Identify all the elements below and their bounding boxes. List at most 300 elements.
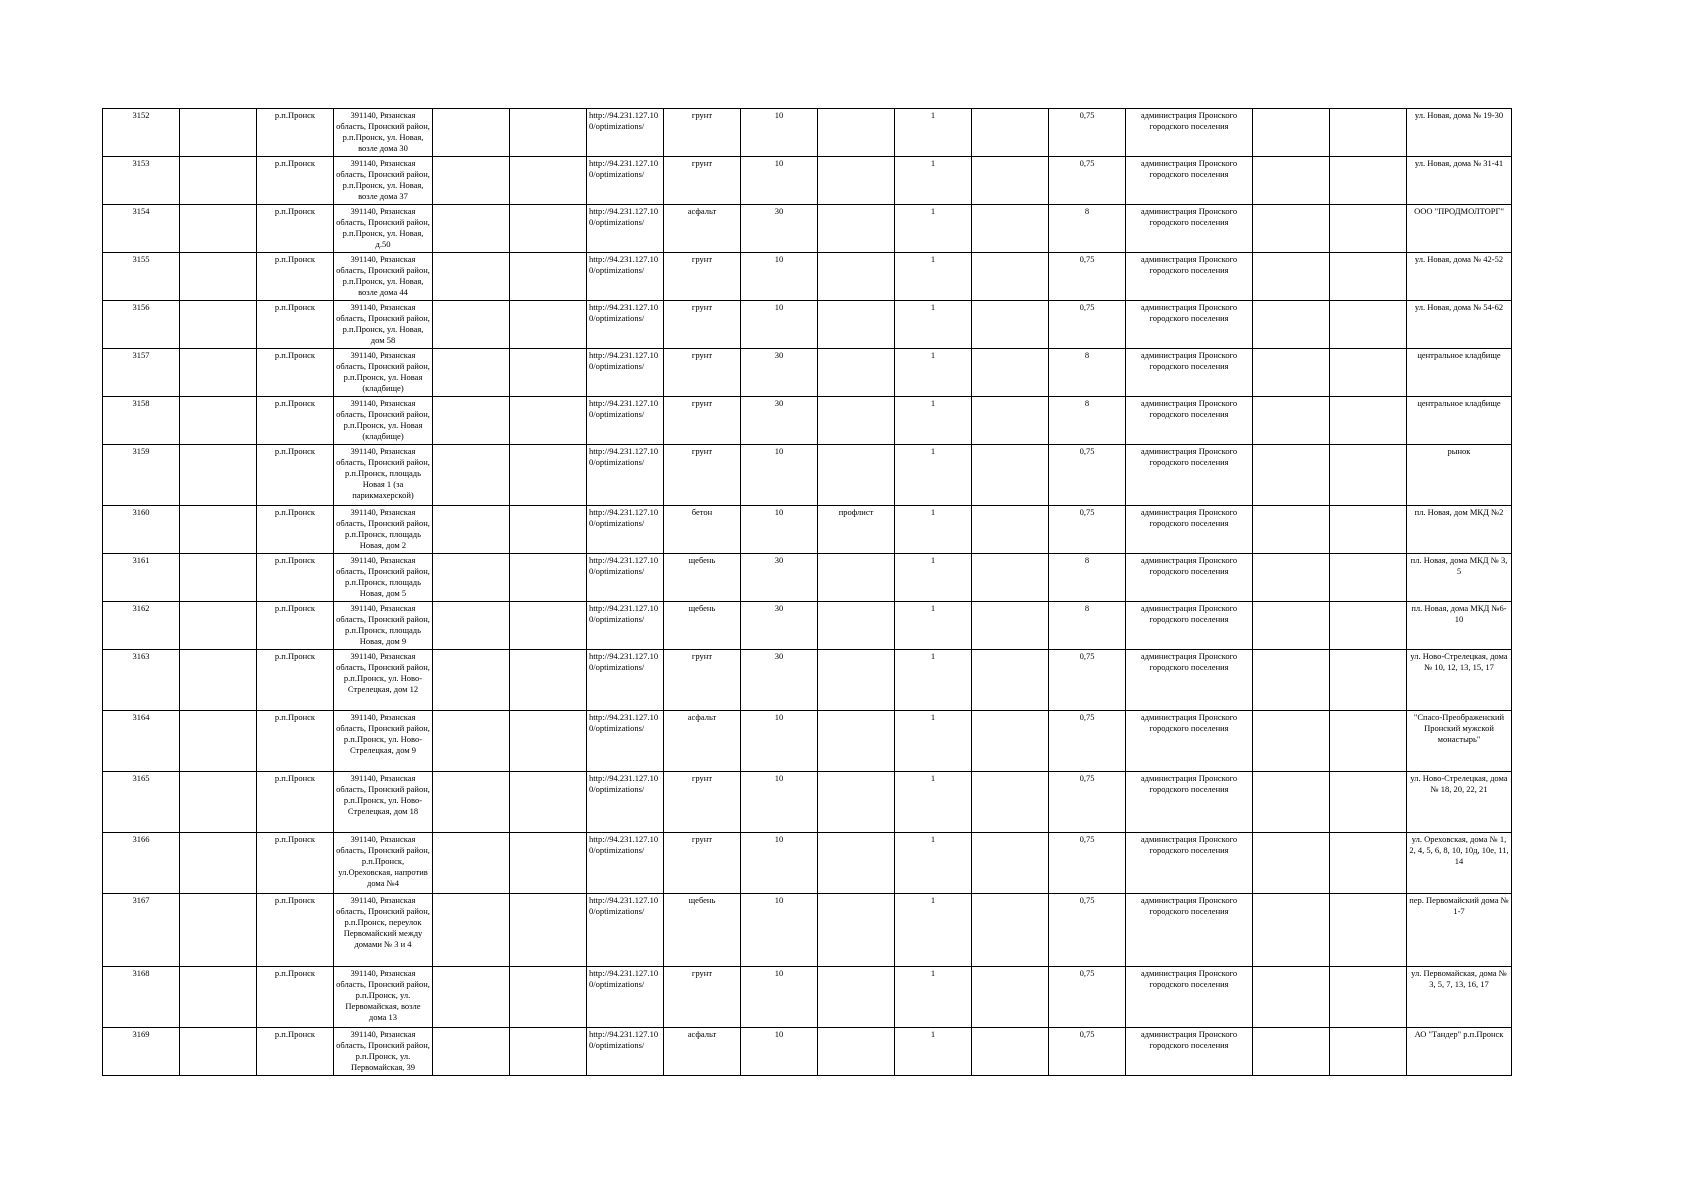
cell-address: 391140, Рязанская область, Пронский район, р.п.Пронск, ул. Новая, возле дома 44 bbox=[334, 253, 433, 301]
cell-locality: р.п.Пронск bbox=[257, 650, 334, 711]
cell-empty bbox=[180, 772, 257, 833]
cell-empty bbox=[1330, 109, 1407, 157]
cell-area: 30 bbox=[741, 602, 818, 650]
cell-containers: 1 bbox=[895, 894, 972, 967]
cell-volume: 0,75 bbox=[1049, 894, 1126, 967]
table-row bbox=[103, 205, 1512, 253]
cell-locality: р.п.Пронск bbox=[257, 205, 334, 253]
cell-address: 391140, Рязанская область, Пронский район, р.п.Пронск, площадь Новая, дом 2 bbox=[334, 506, 433, 554]
cell-surface: щебень bbox=[664, 894, 741, 967]
cell-empty bbox=[433, 711, 510, 772]
cell-empty bbox=[510, 772, 587, 833]
table-row bbox=[103, 650, 1512, 711]
cell-empty bbox=[1253, 833, 1330, 894]
cell-id: 3159 bbox=[103, 445, 180, 506]
cell-empty bbox=[180, 650, 257, 711]
cell-id: 3167 bbox=[103, 894, 180, 967]
cell-surface: грунт bbox=[664, 349, 741, 397]
cell-empty bbox=[1253, 253, 1330, 301]
cell-empty bbox=[1253, 397, 1330, 445]
cell-empty bbox=[972, 445, 1049, 506]
cell-empty bbox=[1253, 650, 1330, 711]
cell-empty bbox=[180, 554, 257, 602]
cell-containers: 1 bbox=[895, 253, 972, 301]
cell-empty bbox=[433, 109, 510, 157]
cell-volume: 0,75 bbox=[1049, 833, 1126, 894]
cell-source: пл. Новая, дома МКД №6-10 bbox=[1407, 602, 1512, 650]
cell-empty bbox=[1330, 833, 1407, 894]
cell-fence bbox=[818, 205, 895, 253]
cell-area: 10 bbox=[741, 967, 818, 1028]
cell-fence: профлист bbox=[818, 506, 895, 554]
cell-empty bbox=[1330, 554, 1407, 602]
cell-fence bbox=[818, 301, 895, 349]
cell-containers: 1 bbox=[895, 109, 972, 157]
cell-empty bbox=[180, 833, 257, 894]
cell-empty bbox=[972, 894, 1049, 967]
cell-containers: 1 bbox=[895, 554, 972, 602]
cell-empty bbox=[510, 397, 587, 445]
cell-empty bbox=[1330, 772, 1407, 833]
cell-empty bbox=[1330, 894, 1407, 967]
cell-empty bbox=[1253, 554, 1330, 602]
cell-empty bbox=[1330, 301, 1407, 349]
cell-empty bbox=[972, 301, 1049, 349]
cell-empty bbox=[433, 554, 510, 602]
cell-source: центральное кладбище bbox=[1407, 349, 1512, 397]
cell-surface: грунт bbox=[664, 967, 741, 1028]
cell-url: http://94.231.127.100/optimizations/ bbox=[587, 894, 664, 967]
cell-empty bbox=[510, 301, 587, 349]
cell-fence bbox=[818, 349, 895, 397]
cell-area: 30 bbox=[741, 205, 818, 253]
cell-empty bbox=[1330, 1028, 1407, 1076]
cell-fence bbox=[818, 772, 895, 833]
cell-empty bbox=[1330, 397, 1407, 445]
cell-source: ул. Первомайская, дома № 3, 5, 7, 13, 16, 17 bbox=[1407, 967, 1512, 1028]
cell-source: пл. Новая, дом МКД №2 bbox=[1407, 506, 1512, 554]
cell-fence bbox=[818, 711, 895, 772]
cell-volume: 0,75 bbox=[1049, 157, 1126, 205]
cell-volume: 0,75 bbox=[1049, 301, 1126, 349]
cell-surface: грунт bbox=[664, 301, 741, 349]
table-row bbox=[103, 397, 1512, 445]
cell-empty bbox=[972, 397, 1049, 445]
table-row bbox=[103, 967, 1512, 1028]
cell-source: центральное кладбище bbox=[1407, 397, 1512, 445]
cell-containers: 1 bbox=[895, 650, 972, 711]
cell-owner: администрация Пронского городского поселения bbox=[1126, 967, 1253, 1028]
cell-source: ул. Новая, дома № 42-52 bbox=[1407, 253, 1512, 301]
cell-volume: 0,75 bbox=[1049, 1028, 1126, 1076]
cell-surface: асфальт bbox=[664, 711, 741, 772]
cell-address: 391140, Рязанская область, Пронский район, р.п.Пронск, ул. Новая, возле дома 37 bbox=[334, 157, 433, 205]
table-row bbox=[103, 711, 1512, 772]
cell-empty bbox=[1330, 205, 1407, 253]
cell-empty bbox=[433, 602, 510, 650]
cell-volume: 0,75 bbox=[1049, 445, 1126, 506]
cell-owner: администрация Пронского городского поселения bbox=[1126, 157, 1253, 205]
cell-containers: 1 bbox=[895, 711, 972, 772]
cell-id: 3163 bbox=[103, 650, 180, 711]
cell-locality: р.п.Пронск bbox=[257, 109, 334, 157]
table-row bbox=[103, 301, 1512, 349]
cell-fence bbox=[818, 602, 895, 650]
cell-url: http://94.231.127.100/optimizations/ bbox=[587, 833, 664, 894]
cell-empty bbox=[180, 349, 257, 397]
cell-empty bbox=[180, 506, 257, 554]
cell-address: 391140, Рязанская область, Пронский район, р.п.Пронск, площадь Новая, дом 9 bbox=[334, 602, 433, 650]
cell-owner: администрация Пронского городского поселения bbox=[1126, 506, 1253, 554]
cell-empty bbox=[433, 253, 510, 301]
cell-containers: 1 bbox=[895, 445, 972, 506]
cell-id: 3154 bbox=[103, 205, 180, 253]
cell-empty bbox=[1330, 506, 1407, 554]
cell-url: http://94.231.127.100/optimizations/ bbox=[587, 157, 664, 205]
cell-surface: грунт bbox=[664, 772, 741, 833]
cell-id: 3169 bbox=[103, 1028, 180, 1076]
cell-empty bbox=[510, 554, 587, 602]
cell-id: 3152 bbox=[103, 109, 180, 157]
cell-empty bbox=[1330, 445, 1407, 506]
cell-owner: администрация Пронского городского поселения bbox=[1126, 772, 1253, 833]
cell-owner: администрация Пронского городского поселения bbox=[1126, 205, 1253, 253]
cell-id: 3160 bbox=[103, 506, 180, 554]
cell-containers: 1 bbox=[895, 772, 972, 833]
cell-owner: администрация Пронского городского поселения bbox=[1126, 445, 1253, 506]
cell-source: пер. Первомайский дома № 1-7 bbox=[1407, 894, 1512, 967]
cell-fence bbox=[818, 894, 895, 967]
cell-volume: 0,75 bbox=[1049, 772, 1126, 833]
cell-address: 391140, Рязанская область, Пронский район, р.п.Пронск, ул. Новая (кладбище) bbox=[334, 349, 433, 397]
cell-address: 391140, Рязанская область, Пронский район, р.п.Пронск, ул. Новая, д.50 bbox=[334, 205, 433, 253]
cell-fence bbox=[818, 554, 895, 602]
cell-empty bbox=[1253, 109, 1330, 157]
cell-owner: администрация Пронского городского поселения bbox=[1126, 833, 1253, 894]
cell-empty bbox=[433, 301, 510, 349]
cell-empty bbox=[180, 894, 257, 967]
table-row bbox=[103, 772, 1512, 833]
cell-address: 391140, Рязанская область, Пронский район, р.п.Пронск, площадь Новая, дом 5 bbox=[334, 554, 433, 602]
cell-address: 391140, Рязанская область, Пронский район, р.п.Пронск, площадь Новая 1 (за парикмахерской) bbox=[334, 445, 433, 506]
cell-area: 10 bbox=[741, 711, 818, 772]
cell-owner: администрация Пронского городского поселения bbox=[1126, 554, 1253, 602]
cell-url: http://94.231.127.100/optimizations/ bbox=[587, 554, 664, 602]
cell-locality: р.п.Пронск bbox=[257, 894, 334, 967]
cell-empty bbox=[972, 157, 1049, 205]
table-row bbox=[103, 506, 1512, 554]
cell-empty bbox=[972, 967, 1049, 1028]
cell-empty bbox=[1253, 1028, 1330, 1076]
cell-empty bbox=[972, 711, 1049, 772]
cell-url: http://94.231.127.100/optimizations/ bbox=[587, 1028, 664, 1076]
cell-owner: администрация Пронского городского поселения bbox=[1126, 109, 1253, 157]
cell-containers: 1 bbox=[895, 205, 972, 253]
cell-locality: р.п.Пронск bbox=[257, 445, 334, 506]
cell-surface: грунт bbox=[664, 157, 741, 205]
cell-address: 391140, Рязанская область, Пронский район, р.п.Пронск, ул. Первомайская, возле дома 13 bbox=[334, 967, 433, 1028]
cell-empty bbox=[180, 253, 257, 301]
cell-empty bbox=[510, 894, 587, 967]
cell-empty bbox=[433, 650, 510, 711]
cell-empty bbox=[180, 397, 257, 445]
cell-owner: администрация Пронского городского поселения bbox=[1126, 602, 1253, 650]
cell-area: 30 bbox=[741, 397, 818, 445]
cell-volume: 0,75 bbox=[1049, 967, 1126, 1028]
cell-empty bbox=[180, 445, 257, 506]
cell-containers: 1 bbox=[895, 397, 972, 445]
cell-containers: 1 bbox=[895, 967, 972, 1028]
cell-area: 10 bbox=[741, 301, 818, 349]
cell-empty bbox=[972, 349, 1049, 397]
cell-locality: р.п.Пронск bbox=[257, 349, 334, 397]
cell-empty bbox=[1330, 602, 1407, 650]
cell-empty bbox=[1253, 445, 1330, 506]
cell-empty bbox=[433, 1028, 510, 1076]
cell-empty bbox=[1330, 349, 1407, 397]
cell-empty bbox=[433, 205, 510, 253]
cell-url: http://94.231.127.100/optimizations/ bbox=[587, 397, 664, 445]
cell-empty bbox=[1253, 349, 1330, 397]
cell-volume: 8 bbox=[1049, 205, 1126, 253]
cell-id: 3166 bbox=[103, 833, 180, 894]
cell-locality: р.п.Пронск bbox=[257, 554, 334, 602]
cell-area: 30 bbox=[741, 349, 818, 397]
cell-surface: щебень bbox=[664, 602, 741, 650]
cell-empty bbox=[972, 205, 1049, 253]
cell-volume: 8 bbox=[1049, 397, 1126, 445]
cell-fence bbox=[818, 157, 895, 205]
cell-url: http://94.231.127.100/optimizations/ bbox=[587, 711, 664, 772]
cell-id: 3157 bbox=[103, 349, 180, 397]
cell-locality: р.п.Пронск bbox=[257, 711, 334, 772]
cell-empty bbox=[180, 157, 257, 205]
cell-id: 3156 bbox=[103, 301, 180, 349]
cell-address: 391140, Рязанская область, Пронский район, р.п.Пронск, переулок Первомайский между домами № 3 и 4 bbox=[334, 894, 433, 967]
cell-empty bbox=[510, 157, 587, 205]
cell-url: http://94.231.127.100/optimizations/ bbox=[587, 205, 664, 253]
cell-volume: 8 bbox=[1049, 554, 1126, 602]
cell-source: ул. Новая, дома № 54-62 bbox=[1407, 301, 1512, 349]
cell-locality: р.п.Пронск bbox=[257, 772, 334, 833]
cell-locality: р.п.Пронск bbox=[257, 506, 334, 554]
cell-url: http://94.231.127.100/optimizations/ bbox=[587, 445, 664, 506]
cell-volume: 8 bbox=[1049, 349, 1126, 397]
cell-fence bbox=[818, 445, 895, 506]
cell-area: 10 bbox=[741, 109, 818, 157]
cell-empty bbox=[510, 602, 587, 650]
cell-owner: администрация Пронского городского поселения bbox=[1126, 349, 1253, 397]
cell-address: 391140, Рязанская область, Пронский район, р.п.Пронск, ул. Первомайская, 39 bbox=[334, 1028, 433, 1076]
cell-source: ул. Ново-Стрелецкая, дома № 18, 20, 22, 21 bbox=[1407, 772, 1512, 833]
table-row bbox=[103, 554, 1512, 602]
cell-containers: 1 bbox=[895, 349, 972, 397]
cell-volume: 0,75 bbox=[1049, 109, 1126, 157]
cell-empty bbox=[1253, 157, 1330, 205]
cell-owner: администрация Пронского городского поселения bbox=[1126, 301, 1253, 349]
cell-url: http://94.231.127.100/optimizations/ bbox=[587, 349, 664, 397]
cell-surface: грунт bbox=[664, 445, 741, 506]
table-row bbox=[103, 349, 1512, 397]
cell-empty bbox=[433, 967, 510, 1028]
cell-surface: грунт bbox=[664, 253, 741, 301]
cell-owner: администрация Пронского городского поселения bbox=[1126, 711, 1253, 772]
cell-area: 10 bbox=[741, 157, 818, 205]
cell-empty bbox=[1253, 894, 1330, 967]
cell-source: ООО "ПРОДМОЛТОРГ" bbox=[1407, 205, 1512, 253]
cell-owner: администрация Пронского городского поселения bbox=[1126, 1028, 1253, 1076]
cell-source: рынок bbox=[1407, 445, 1512, 506]
cell-empty bbox=[1253, 711, 1330, 772]
cell-url: http://94.231.127.100/optimizations/ bbox=[587, 967, 664, 1028]
cell-empty bbox=[1253, 301, 1330, 349]
cell-empty bbox=[1253, 205, 1330, 253]
cell-empty bbox=[433, 349, 510, 397]
cell-fence bbox=[818, 397, 895, 445]
cell-empty bbox=[510, 109, 587, 157]
cell-empty bbox=[1253, 772, 1330, 833]
cell-area: 10 bbox=[741, 1028, 818, 1076]
cell-url: http://94.231.127.100/optimizations/ bbox=[587, 650, 664, 711]
cell-empty bbox=[433, 833, 510, 894]
cell-volume: 0,75 bbox=[1049, 711, 1126, 772]
cell-address: 391140, Рязанская область, Пронский район, р.п.Пронск, ул.Ореховская, напротив дома №4 bbox=[334, 833, 433, 894]
cell-empty bbox=[180, 1028, 257, 1076]
cell-source: ул. Ново-Стрелецкая, дома № 10, 12, 13, 15, 17 bbox=[1407, 650, 1512, 711]
cell-empty bbox=[433, 894, 510, 967]
cell-empty bbox=[1330, 650, 1407, 711]
table-row bbox=[103, 894, 1512, 967]
cell-fence bbox=[818, 967, 895, 1028]
cell-surface: грунт bbox=[664, 833, 741, 894]
cell-empty bbox=[180, 301, 257, 349]
cell-locality: р.п.Пронск bbox=[257, 967, 334, 1028]
cell-area: 30 bbox=[741, 554, 818, 602]
table-row bbox=[103, 602, 1512, 650]
cell-locality: р.п.Пронск bbox=[257, 1028, 334, 1076]
cell-locality: р.п.Пронск bbox=[257, 301, 334, 349]
cell-empty bbox=[180, 711, 257, 772]
cell-empty bbox=[1330, 157, 1407, 205]
cell-surface: бетон bbox=[664, 506, 741, 554]
cell-url: http://94.231.127.100/optimizations/ bbox=[587, 301, 664, 349]
cell-empty bbox=[180, 602, 257, 650]
cell-area: 10 bbox=[741, 253, 818, 301]
cell-surface: асфальт bbox=[664, 1028, 741, 1076]
cell-empty bbox=[180, 967, 257, 1028]
cell-empty bbox=[972, 1028, 1049, 1076]
cell-empty bbox=[510, 1028, 587, 1076]
cell-empty bbox=[510, 711, 587, 772]
cell-empty bbox=[510, 205, 587, 253]
cell-empty bbox=[1330, 253, 1407, 301]
table-row bbox=[103, 109, 1512, 157]
table-row bbox=[103, 253, 1512, 301]
cell-empty bbox=[433, 445, 510, 506]
cell-containers: 1 bbox=[895, 506, 972, 554]
cell-empty bbox=[433, 772, 510, 833]
cell-surface: асфальт bbox=[664, 205, 741, 253]
cell-volume: 0,75 bbox=[1049, 253, 1126, 301]
cell-address: 391140, Рязанская область, Пронский район, р.п.Пронск, ул. Ново-Стрелецкая, дом 18 bbox=[334, 772, 433, 833]
cell-area: 10 bbox=[741, 894, 818, 967]
cell-empty bbox=[972, 602, 1049, 650]
cell-address: 391140, Рязанская область, Пронский район, р.п.Пронск, ул. Ново-Стрелецкая, дом 9 bbox=[334, 711, 433, 772]
cell-fence bbox=[818, 650, 895, 711]
cell-containers: 1 bbox=[895, 1028, 972, 1076]
cell-containers: 1 bbox=[895, 833, 972, 894]
cell-source: ул. Новая, дома № 31-41 bbox=[1407, 157, 1512, 205]
cell-id: 3164 bbox=[103, 711, 180, 772]
cell-address: 391140, Рязанская область, Пронский район, р.п.Пронск, ул. Ново-Стрелецкая, дом 12 bbox=[334, 650, 433, 711]
cell-area: 10 bbox=[741, 506, 818, 554]
cell-empty bbox=[972, 772, 1049, 833]
cell-fence bbox=[818, 253, 895, 301]
cell-id: 3165 bbox=[103, 772, 180, 833]
cell-source: "Спасо-Преображенский Пронский мужской монастырь" bbox=[1407, 711, 1512, 772]
cell-url: http://94.231.127.100/optimizations/ bbox=[587, 109, 664, 157]
cell-empty bbox=[972, 650, 1049, 711]
cell-url: http://94.231.127.100/optimizations/ bbox=[587, 506, 664, 554]
cell-empty bbox=[1253, 602, 1330, 650]
cell-id: 3158 bbox=[103, 397, 180, 445]
cell-empty bbox=[180, 205, 257, 253]
cell-empty bbox=[972, 253, 1049, 301]
cell-locality: р.п.Пронск bbox=[257, 157, 334, 205]
cell-area: 10 bbox=[741, 833, 818, 894]
cell-owner: администрация Пронского городского поселения bbox=[1126, 650, 1253, 711]
cell-id: 3155 bbox=[103, 253, 180, 301]
cell-area: 10 bbox=[741, 772, 818, 833]
cell-empty bbox=[180, 109, 257, 157]
cell-empty bbox=[510, 445, 587, 506]
cell-empty bbox=[1253, 967, 1330, 1028]
cell-empty bbox=[433, 506, 510, 554]
cell-empty bbox=[510, 833, 587, 894]
cell-surface: щебень bbox=[664, 554, 741, 602]
cell-empty bbox=[510, 650, 587, 711]
cell-containers: 1 bbox=[895, 602, 972, 650]
waste-sites-registry-table bbox=[102, 108, 1512, 1076]
cell-address: 391140, Рязанская область, Пронский район, р.п.Пронск, ул. Новая, дом 58 bbox=[334, 301, 433, 349]
cell-containers: 1 bbox=[895, 301, 972, 349]
cell-empty bbox=[972, 506, 1049, 554]
cell-url: http://94.231.127.100/optimizations/ bbox=[587, 253, 664, 301]
cell-source: ул. Новая, дома № 19-30 bbox=[1407, 109, 1512, 157]
cell-area: 30 bbox=[741, 650, 818, 711]
cell-source: пл. Новая, дома МКД № 3, 5 bbox=[1407, 554, 1512, 602]
cell-locality: р.п.Пронск bbox=[257, 253, 334, 301]
cell-empty bbox=[972, 554, 1049, 602]
cell-empty bbox=[510, 967, 587, 1028]
cell-locality: р.п.Пронск bbox=[257, 833, 334, 894]
cell-source: АО "Тандер" р.п.Пронск bbox=[1407, 1028, 1512, 1076]
cell-empty bbox=[972, 109, 1049, 157]
cell-id: 3162 bbox=[103, 602, 180, 650]
cell-area: 10 bbox=[741, 445, 818, 506]
cell-surface: грунт bbox=[664, 397, 741, 445]
cell-fence bbox=[818, 833, 895, 894]
cell-empty bbox=[1330, 967, 1407, 1028]
cell-empty bbox=[972, 833, 1049, 894]
cell-fence bbox=[818, 1028, 895, 1076]
cell-empty bbox=[1253, 506, 1330, 554]
cell-fence bbox=[818, 109, 895, 157]
cell-owner: администрация Пронского городского поселения bbox=[1126, 397, 1253, 445]
cell-id: 3153 bbox=[103, 157, 180, 205]
cell-address: 391140, Рязанская область, Пронский район, р.п.Пронск, ул. Новая, возле дома 30 bbox=[334, 109, 433, 157]
cell-empty bbox=[510, 253, 587, 301]
